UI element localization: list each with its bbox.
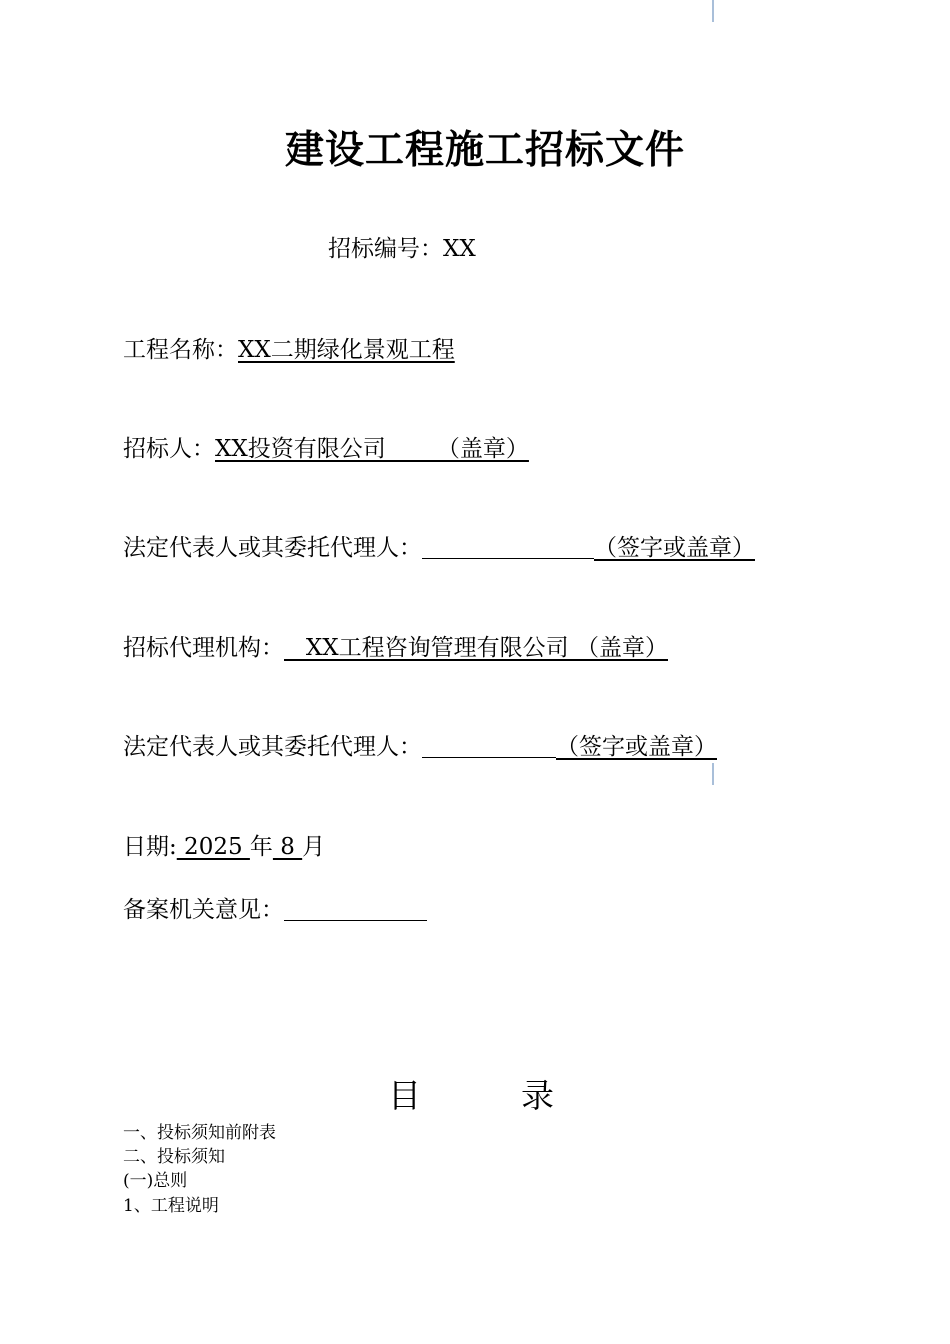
agency-line: [123, 633, 668, 663]
toc-title-right: 录: [521, 1076, 554, 1115]
toc-title-left: 目: [388, 1076, 421, 1115]
date-line: [123, 832, 325, 862]
legal-rep-label-2: 法定代表人或其委托代理人：: [123, 734, 422, 760]
date-label: 日期:: [123, 834, 177, 860]
tenderer-label: 招标人：: [123, 436, 215, 462]
toc-item: (一)总则: [123, 1171, 188, 1191]
agency-value: XX工程咨询管理有限公司 （盖章）: [284, 635, 668, 661]
legal-rep-suffix-2: （签字或盖章）: [556, 734, 717, 760]
tenderer-line: [123, 434, 529, 464]
document-title: 建设工程施工招标文件: [284, 127, 685, 173]
bid-number-line: [328, 234, 476, 264]
filing-line: [123, 895, 427, 925]
legal-rep-signature-blank-2: [422, 735, 556, 758]
legal-rep-signature-blank-1: [422, 536, 594, 559]
project-name-label: 工程名称：: [123, 337, 238, 363]
margin-mark-top: [712, 0, 714, 22]
legal-rep-label-1: 法定代表人或其委托代理人：: [123, 535, 422, 561]
toc-item: 1、工程说明: [123, 1196, 219, 1216]
date-year: 2025: [176, 834, 250, 860]
toc-item: 一、投标须知前附表: [123, 1123, 276, 1143]
bid-number-value: XX: [443, 236, 476, 262]
project-name-line: [123, 335, 455, 365]
legal-rep-line-1: [123, 533, 755, 563]
legal-rep-suffix-1: （签字或盖章）: [594, 535, 755, 561]
bid-number-label: 招标编号：: [328, 236, 443, 262]
date-month: 8: [272, 834, 303, 860]
filing-opinion-blank: [284, 898, 427, 921]
agency-label: 招标代理机构：: [123, 635, 284, 661]
toc-title: [388, 1074, 554, 1118]
toc-item: 二、投标须知: [123, 1147, 225, 1167]
filing-label: 备案机关意见：: [123, 897, 284, 923]
margin-mark-middle: [712, 763, 714, 785]
date-month-unit: 月: [302, 834, 326, 860]
legal-rep-line-2: [123, 732, 717, 762]
date-year-unit: 年: [249, 834, 273, 860]
project-name-value: XX二期绿化景观工程: [238, 337, 455, 363]
tenderer-value: XX投资有限公司 （盖章）: [215, 436, 529, 462]
